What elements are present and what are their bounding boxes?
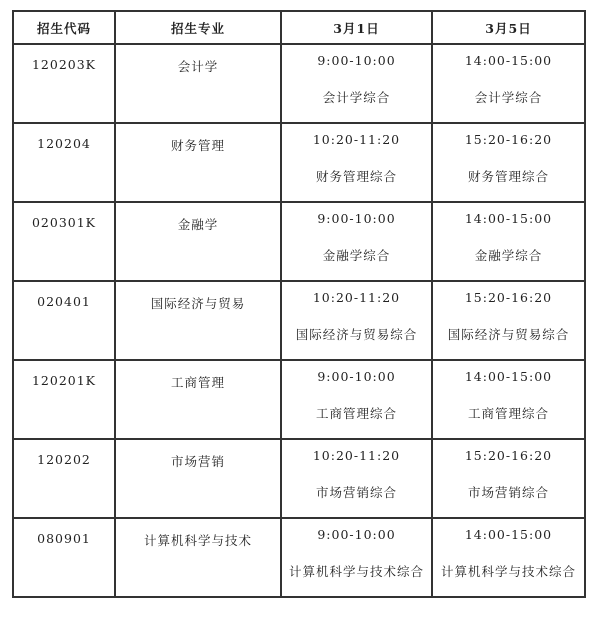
major-name: 金融学 [177,217,219,232]
code-cell [13,44,115,123]
major-name: 工商管理 [170,375,225,390]
mar5-time: 14:00-15:00 [464,527,553,542]
table-row [13,360,585,439]
major-name: 会计学 [177,59,219,74]
table-body [13,44,585,597]
major-cell [115,202,281,281]
mar5-subject: 财务管理综合 [467,169,549,184]
major-name: 国际经济与贸易 [150,296,246,311]
mar5-time: 15:20-16:20 [464,132,553,147]
mar5-time: 15:20-16:20 [464,448,553,463]
major-code: 120201K [31,373,97,388]
mar1-subject: 金融学综合 [322,248,391,263]
mar5-cell [432,518,585,597]
code-cell [13,281,115,360]
major-name: 市场营销 [170,454,225,469]
code-cell [13,360,115,439]
mar5-cell [432,44,585,123]
mar1-time: 10:20-11:20 [312,132,401,147]
mar5-subject: 市场营销综合 [467,485,549,500]
mar1-cell [281,518,432,597]
mar5-subject: 工商管理综合 [467,406,549,421]
major-name: 财务管理 [170,138,225,153]
header-major: 招生专业 [115,11,281,44]
table-row [13,202,585,281]
major-code: 120204 [37,136,91,151]
table-row [13,439,585,518]
major-name: 计算机科学与技术 [143,533,252,548]
mar1-time: 10:20-11:20 [312,448,401,463]
major-code: 080901 [37,531,91,546]
mar1-time: 10:20-11:20 [312,290,401,305]
mar5-cell [432,360,585,439]
mar5-time: 14:00-15:00 [464,53,553,68]
mar1-cell [281,439,432,518]
major-cell [115,360,281,439]
major-code: 020401 [37,294,91,309]
mar5-time: 14:00-15:00 [464,369,553,384]
code-cell [13,518,115,597]
table-row [13,518,585,597]
exam-schedule-table [12,10,586,598]
table-row [13,44,585,123]
major-code: 020301K [31,215,97,230]
header-row [13,11,585,44]
major-cell [115,439,281,518]
mar5-cell [432,202,585,281]
mar1-time: 9:00-10:00 [317,211,396,226]
mar5-cell [432,123,585,202]
major-cell [115,44,281,123]
mar1-subject: 国际经济与贸易综合 [295,327,418,342]
mar1-time: 9:00-10:00 [317,53,396,68]
major-code: 120202 [37,452,91,467]
mar1-subject: 财务管理综合 [315,169,397,184]
code-cell [13,202,115,281]
mar1-time: 9:00-10:00 [317,369,396,384]
table-row [13,281,585,360]
table-header [13,11,585,44]
mar5-subject: 金融学综合 [474,248,543,263]
mar1-subject: 会计学综合 [322,90,391,105]
mar1-subject: 计算机科学与技术综合 [288,564,424,579]
mar1-subject: 工商管理综合 [315,406,397,421]
mar5-cell [432,439,585,518]
mar1-cell [281,360,432,439]
code-cell [13,123,115,202]
mar1-cell [281,281,432,360]
header-date-mar1: 3月1日 [281,11,432,44]
code-cell [13,439,115,518]
mar1-subject: 市场营销综合 [315,485,397,500]
header-date-mar5: 3月5日 [432,11,585,44]
mar1-time: 9:00-10:00 [317,527,396,542]
mar1-cell [281,202,432,281]
mar1-cell [281,123,432,202]
mar5-subject: 国际经济与贸易综合 [447,327,570,342]
mar5-subject: 计算机科学与技术综合 [440,564,576,579]
major-cell [115,281,281,360]
mar5-subject: 会计学综合 [474,90,543,105]
major-code: 120203K [31,57,97,72]
major-cell [115,518,281,597]
table-row [13,123,585,202]
mar5-time: 15:20-16:20 [464,290,553,305]
header-code: 招生代码 [13,11,115,44]
mar5-time: 14:00-15:00 [464,211,553,226]
major-cell [115,123,281,202]
mar5-cell [432,281,585,360]
mar1-cell [281,44,432,123]
